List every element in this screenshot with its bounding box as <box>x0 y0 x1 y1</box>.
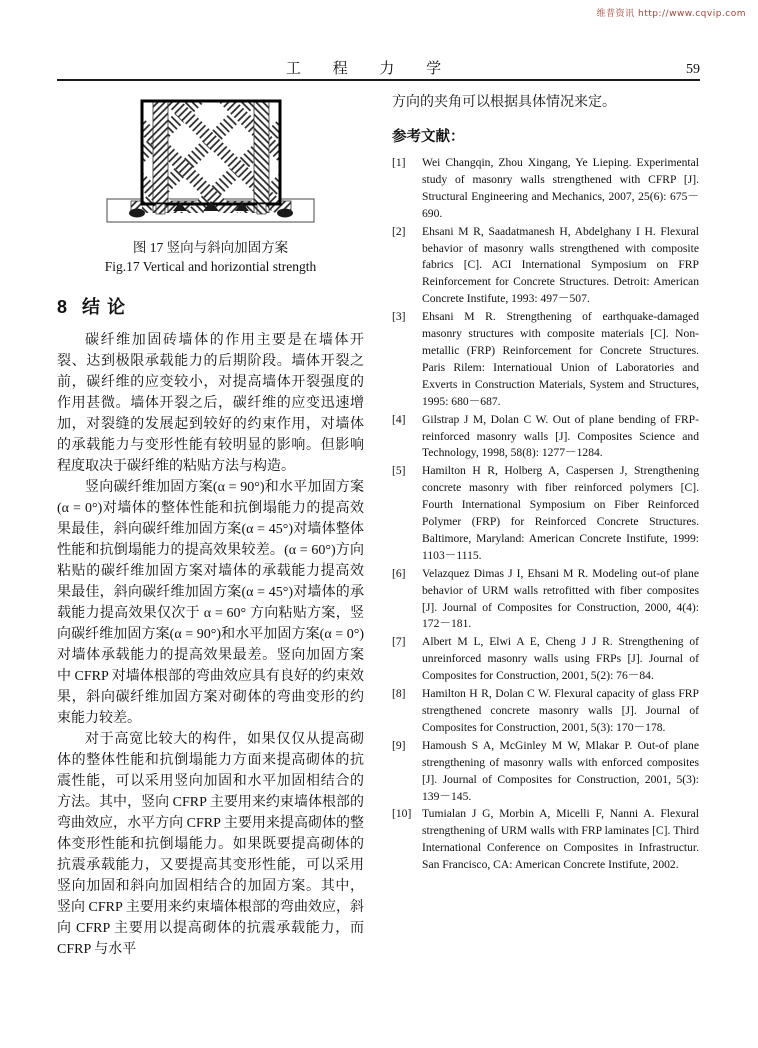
page-header <box>57 57 700 78</box>
figure-caption-en: Fig.17 Vertical and horizontial strength <box>104 259 317 274</box>
conclusion-paragraph-3: 对于高宽比较大的构件，如果仅仅从提高砌体的整体性能和抗倒塌能力方面来提高砌体的抗震性能，可以采用竖向加固和水平加固相结合的方法。其中，竖向 CFRP 主要用来约束墙体根部的弯曲效应，水平方向 CFRP 主要用来提高砌体的整体变形性能和抗倒塌能力。如果既要提高砌体的抗震承载能力，又要提高其变形性能，可以采用竖向加固和斜向加固相结合的加固方案。其中，竖向 CFRP 主要用来约束墙体根部的弯曲效应，斜向 CFRP 主要用以提高砌体的抗震承载能力，而 CFRP 与水平 <box>57 732 364 957</box>
reference-number: [6] <box>392 566 406 580</box>
reference-item <box>392 224 699 309</box>
reference-item <box>392 412 699 463</box>
reference-text: Hamoush S A, McGinley M W, Mlakar P. Out-of plane strengthening of masonry walls with enforced composites [J]. Journal of Composites for Construction, 2001, 5(3): 139－145. <box>422 738 699 803</box>
reference-item <box>392 738 699 806</box>
reference-number: [4] <box>392 412 406 426</box>
reference-text: Tumialan J G, Morbin A, Micelli F, Nanni A. Flexural strengthening of URM walls with FRP laminates [C]. Third International Conference on Composites in Infrastructur. San Francisco, CA: American Concrete Instifute, 2002. <box>422 807 699 872</box>
right-column <box>392 92 699 960</box>
conclusion-continuation: 方向的夹角可以根据具体情况来定。 <box>392 95 616 110</box>
reference-number: [2] <box>392 224 406 238</box>
reference-item <box>392 566 699 634</box>
header-rule <box>57 79 700 81</box>
section-heading-conclusion <box>57 293 364 319</box>
reference-number: [7] <box>392 635 406 649</box>
reference-item <box>392 463 699 564</box>
wall-strengthening-diagram <box>103 92 318 233</box>
left-column <box>57 92 364 960</box>
reference-number: [1] <box>392 156 406 169</box>
reference-number: [10] <box>392 807 412 821</box>
reference-item <box>392 634 699 685</box>
conclusion-paragraph-1: 碳纤维加固砖墙体的作用主要是在墙体开裂、达到极限承载能力的后期阶段。墙体开裂之前，碳纤维的应变较小，对提高墙体开裂强度的作用甚微。墙体开裂之后，碳纤维的应变迅速增加，对裂缝的发展起到较好的约束作用，对墙体的承载能力与变形性能有较明显的影响。但影响程度取决于碳纤维的粘贴方法与构造。 <box>57 333 364 474</box>
reference-item <box>392 155 699 223</box>
journal-title: 工 程 力 学 <box>285 61 456 77</box>
reference-number: [9] <box>392 738 406 752</box>
references-heading: 参考文献： <box>392 129 465 145</box>
page-number: 59 <box>686 62 700 77</box>
conclusion-paragraph-2: 竖向碳纤维加固方案(α = 90°)和水平加固方案(α = 0°)对墙体的整体性能和抗倒塌能力的提高效果最佳，斜向碳纤维加固方案(α = 45°)对墙体整体性能和抗倒塌能力的提高效果较差。(α = 60°)方向粘贴的碳纤维加固方案对墙体的承载能力提高效果最佳，斜向碳纤维加固方案(α = 45°)对墙体的承载能力提高效果仅次于 α = 60° 方向粘贴方案，竖向碳纤维加固方案(α = 90°)和水平加固方案(α = 0°)对墙体承载能力的提高效果最差。竖向加固方案中 CFRP 对墙体根部的弯曲效应具有良好的约束效果，斜向碳纤维加固方案对砌体的弯曲变形的约束能力较差。 <box>57 480 364 726</box>
reference-item <box>392 686 699 737</box>
reference-text: Ehsani M R. Strengthening of earthquake-damaged masonry structures with composite materials [C]. Non-metallic (FRP) Reinforcement for Concrete Structures. Paris Rilem: Internatioual Union of Laboratories and Exverts in Construction Materials, System and Structures, 1995: 680－687. <box>422 310 699 408</box>
reference-item <box>392 806 699 874</box>
two-column-layout <box>57 92 700 960</box>
reference-text: Velazquez Dimas J I, Ehsani M R. Modeling out-of plane behavior of URM walls retrofitted with fiber composites [J]. Journal of Composites for Construction, 2000, 4(4): 172－181. <box>422 566 699 631</box>
reference-number: [8] <box>392 687 406 701</box>
figure-17 <box>57 92 364 276</box>
reference-item <box>392 309 699 410</box>
reference-text: Hamilton H R, Dolan C W. Flexural capacity of glass FRP strengthened concrete masonry walls [J]. Journal of Composites for Construction, 2001, 5(3): 170－178. <box>422 687 699 734</box>
reference-text: Albert M L, Elwi A E, Cheng J J R. Strengthening of unreinforced masonry walls using FRPs [J]. Journal of Composites for Construction, 2001, 5(2): 76－84. <box>422 635 699 683</box>
section-title: 结 论 <box>82 297 127 317</box>
cqvip-watermark: 维普资讯 http://www.cqvip.com <box>596 9 746 19</box>
reference-text: Ehsani M R, Saadatmanesh H, Abdelghany I H. Flexural behavior of masonry walls strengthened with composite fabrics [C]. ACI International Symposium on FRP Reinforcement for Concrete Structures. Detroit: American Concrete Instifute, 1993: 497－507. <box>422 224 699 306</box>
reference-text: Gilstrap J M, Dolan C W. Out of plane bending of FRP-reinforced masonry walls [J]. Composites Science and Technology, 1998, 58(8): 1277－1284. <box>422 412 699 460</box>
references-list <box>392 155 699 874</box>
reference-number: [5] <box>392 464 406 478</box>
reference-text: Wei Changqin, Zhou Xingang, Ye Lieping. Experimental study of masonry walls strengthened with CFRP [J]. Structural Engineering and Mechanics, 2007, 25(6): 675－690. <box>422 156 699 220</box>
reference-text: Hamilton H R, Holberg A, Caspersen J, Strengthening concrete masonry with fiber reinforced polymers [C]. Fourth International Symposium on Fiber Reinforced Polymer (FRP) for Reinforced Concrete Structures. Baltimore, Maryland: American Concrete Instifute, 1999: 1103－1115. <box>422 464 699 562</box>
figure-caption-zh: 图 17 竖向与斜向加固方案 <box>132 240 289 255</box>
reference-number: [3] <box>392 310 406 324</box>
section-number: 8 <box>57 297 69 317</box>
